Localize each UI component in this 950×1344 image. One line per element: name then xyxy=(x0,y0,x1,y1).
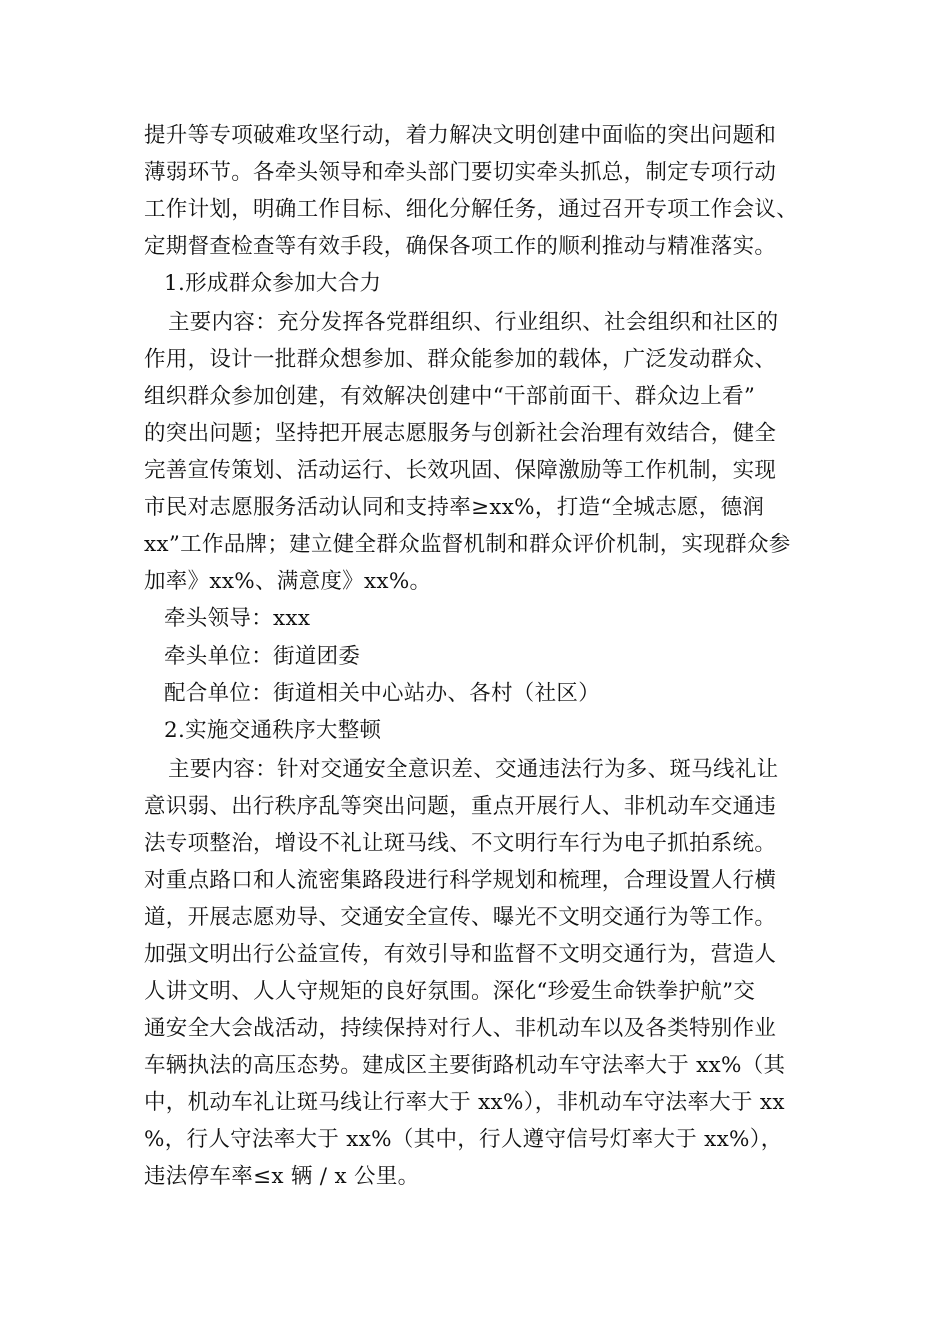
paragraph-line: 人讲文明、人人守规矩的良好氛围。深化“珍爱生命铁拳护航”交 xyxy=(144,979,756,1004)
section-heading-1: 1.形成群众参加大合力 xyxy=(164,271,382,296)
lead-unit-line: 牵头单位：街道团委 xyxy=(164,644,361,669)
paragraph-line: 工作计划，明确工作目标、细化分解任务，通过召开专项工作会议、 xyxy=(144,197,799,222)
paragraph-line: 违法停车率≤x 辆 / x 公里。 xyxy=(144,1164,420,1189)
paragraph-line: 市民对志愿服务活动认同和支持率≥xx%，打造“全城志愿，德润 xyxy=(144,495,765,520)
paragraph-line: 组织群众参加创建，有效解决创建中“干部前面干、群众边上看” xyxy=(144,384,756,409)
paragraph-line: 对重点路口和人流密集路段进行科学规划和梳理，合理设置人行横 xyxy=(144,868,777,893)
paragraph-line: 车辆执法的高压态势。建成区主要街路机动车守法率大于 xx%（其 xyxy=(144,1053,786,1078)
paragraph-line: 主要内容：充分发挥各党群组织、行业组织、社会组织和社区的 xyxy=(168,310,779,335)
paragraph-line: 作用，设计一批群众想参加、群众能参加的载体，广泛发动群众、 xyxy=(144,347,777,372)
paragraph-line: 薄弱环节。各牵头领导和牵头部门要切实牵头抓总，制定专项行动 xyxy=(144,160,777,185)
paragraph-line: 提升等专项破难攻坚行动，着力解决文明创建中面临的突出问题和 xyxy=(144,123,777,148)
paragraph-line: 通安全大会战活动，持续保持对行人、非机动车以及各类特别作业 xyxy=(144,1016,777,1041)
paragraph-line: 加率》xx%、满意度》xx%。 xyxy=(144,569,432,594)
paragraph-line: 法专项整治，增设不礼让斑马线、不文明行车行为电子抓拍系统。 xyxy=(144,831,777,856)
paragraph-line: 意识弱、出行秩序乱等突出问题，重点开展行人、非机动车交通违 xyxy=(144,794,777,819)
paragraph-line: %，行人守法率大于 xx%（其中，行人遵守信号灯率大于 xx%）， xyxy=(144,1127,783,1152)
paragraph-line: 加强文明出行公益宣传，有效引导和监督不文明交通行为，营造人 xyxy=(144,942,777,967)
paragraph-line: 中，机动车礼让斑马线让行率大于 xx%），非机动车守法率大于 xx xyxy=(144,1090,785,1115)
paragraph-line: xx”工作品牌；建立健全群众监督机制和群众评价机制，实现群众参 xyxy=(144,532,791,557)
paragraph-line: 的突出问题；坚持把开展志愿服务与创新社会治理有效结合，健全 xyxy=(144,421,777,446)
paragraph-line: 主要内容：针对交通安全意识差、交通违法行为多、斑马线礼让 xyxy=(168,757,779,782)
paragraph-line: 完善宣传策划、活动运行、长效巩固、保障激励等工作机制，实现 xyxy=(144,458,777,483)
section-heading-2: 2.实施交通秩序大整顿 xyxy=(164,718,382,743)
paragraph-line: 道，开展志愿劝导、交通安全宣传、曝光不文明交通行为等工作。 xyxy=(144,905,777,930)
paragraph-line: 定期督查检查等有效手段，确保各项工作的顺利推动与精准落实。 xyxy=(144,234,777,259)
lead-leader-line: 牵头领导：xxx xyxy=(164,606,311,631)
support-unit-line: 配合单位：街道相关中心站办、各村（社区） xyxy=(164,681,601,706)
